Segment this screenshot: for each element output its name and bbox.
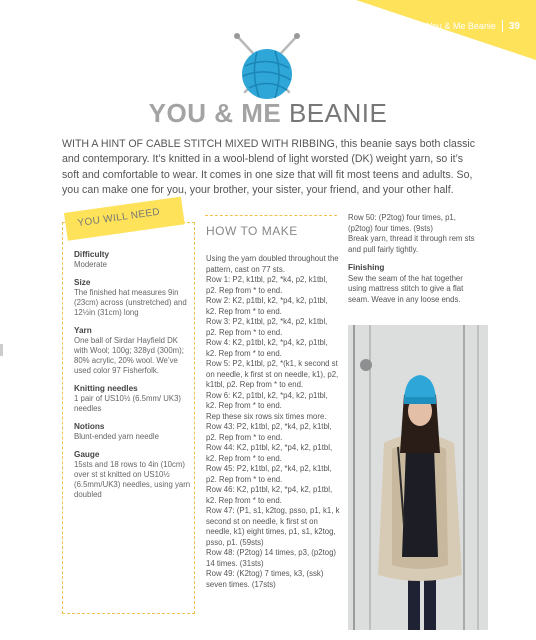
instruction-step: Rep these six rows six times more. (206, 411, 327, 421)
model-photo (348, 325, 488, 630)
instruction-step: Row 45: P2, k1tbl, p2, *k4, p2, k1tbl, p2. Rep from * to end. (206, 464, 332, 484)
instruction-step: Row 4: K2, p1tbl, k2, *p4, k2, p1tbl, k2. Rep from * to end. (206, 338, 328, 358)
how-to-make-heading: HOW TO MAKE (206, 224, 298, 238)
instruction-step: Row 44: K2, p1tbl, k2, *p4, k2, p1tbl, k2. Rep from * to end. (206, 443, 333, 463)
notions-heading: Notions (74, 422, 105, 431)
instruction-step: Row 46: K2, p1tbl, k2, *p4, k2, p1tbl, k2. Rep from * to end. (206, 485, 333, 505)
instruction-step: Row 47: (P1, s1, k2tog, psso, p1, k1, k second st on needle, k first st on needle, k1) eight times, p1, s1, k2tog, psso, p1. (59sts) (206, 506, 340, 547)
instruction-step: Row 5: P2, k1tbl, p2, *(k1, k second st on needle, k first st on needle, k1), p2, k1tbl, p2. Rep from * to end. (206, 359, 339, 389)
instruction-step: Row 3: P2, k1tbl, p2, *k4, p2, k1tbl, p2. Rep from * to end. (206, 317, 328, 337)
running-header (427, 20, 520, 32)
intro-lead: WITH A HINT OF CABLE STITCH MIXED WITH RIBBING, (62, 138, 338, 150)
finishing-heading: Finishing (348, 263, 385, 272)
break-yarn-text: Break yarn, thread it through rem sts and pull fairly tightly. (348, 234, 475, 254)
instruction-step: Row 43: P2, k1tbl, p2, *k4, p2, k1tbl, p2. Rep from * to end. (206, 422, 332, 442)
difficulty-heading: Difficulty (74, 250, 110, 259)
intro-paragraph (62, 137, 482, 199)
yarn-text: One ball of Sirdar Hayfield DK with Wool; 100g; 328yd (300m); 80% acrylic, 20% wool. We’ve used color 97 Fisherfolk. (74, 336, 184, 375)
materials-list (74, 250, 192, 500)
section-title: You & Me Beanie (426, 21, 496, 31)
finishing-column (348, 213, 478, 305)
size-heading: Size (74, 278, 91, 287)
page-number: 39 (508, 20, 520, 32)
gauge-heading: Gauge (74, 450, 100, 459)
instruction-step: Row 2: K2, p1tbl, k2, *p4, k2, p1tbl, k2. Rep from * to end. (206, 296, 328, 316)
difficulty-text: Moderate (74, 260, 107, 269)
yarn-ball-icon (229, 30, 305, 106)
needles-text: 1 pair of US10½ (6.5mm/ UK3) needles (74, 394, 182, 413)
page-title (0, 98, 536, 129)
finishing-text: Sew the seam of the hat together using mattress stitch to give a flat seam. Weave in any loose ends. (348, 273, 464, 304)
intro-body: this beanie says both classic and contemporary. It’s knitted in a wool-blend of light worsted (DK) weight yarn, so it’s soft and comfortable to wear. It comes in one size that will fit most teens and adults. So, you can make one for you, your brother, your sister, your friend, and your other half. (62, 138, 476, 197)
instruction-step: Row 1: P2, k1tbl, p2, *k4, p2, k1tbl, p2. Rep from * to end. (206, 275, 328, 295)
title-bold: YOU & ME (148, 98, 282, 128)
row-50-text: Row 50: (P2tog) four times, p1, (p2tog) four times. (9sts) (348, 213, 456, 233)
instruction-step: Row 6: K2, p1tbl, k2, *p4, k2, p1tbl, k2. Rep from * to end. (206, 390, 328, 410)
instruction-step: Row 49: (K2tog) 7 times, k3, (ssk) seven times. (17sts) (206, 569, 324, 589)
size-text: The finished hat measures 9in (23cm) across (unstretched) and 12½in (31cm) long (74, 288, 187, 317)
yarn-heading: Yarn (74, 326, 92, 335)
page-edge-mark (0, 344, 3, 356)
instruction-step: Row 48: (P2tog) 14 times, p3, (p2tog) 14 times. (31sts) (206, 548, 337, 568)
instruction-step: Using the yarn doubled throughout the pattern, cast on 77 sts. (206, 254, 339, 274)
materials-tag-label: YOU WILL NEED (76, 206, 161, 230)
gauge-text: 15sts and 18 rows to 4in (10cm) over st st knitted on US10½ (6.5mm/UK3) needles, using yarn doubled (74, 460, 191, 499)
instructions-column (206, 254, 340, 590)
needles-heading: Knitting needles (74, 384, 138, 393)
notions-text: Blunt-ended yarn needle (74, 432, 159, 441)
how-to-make-rule (205, 215, 337, 216)
header-divider (502, 20, 503, 32)
title-rest: BEANIE (281, 98, 388, 128)
